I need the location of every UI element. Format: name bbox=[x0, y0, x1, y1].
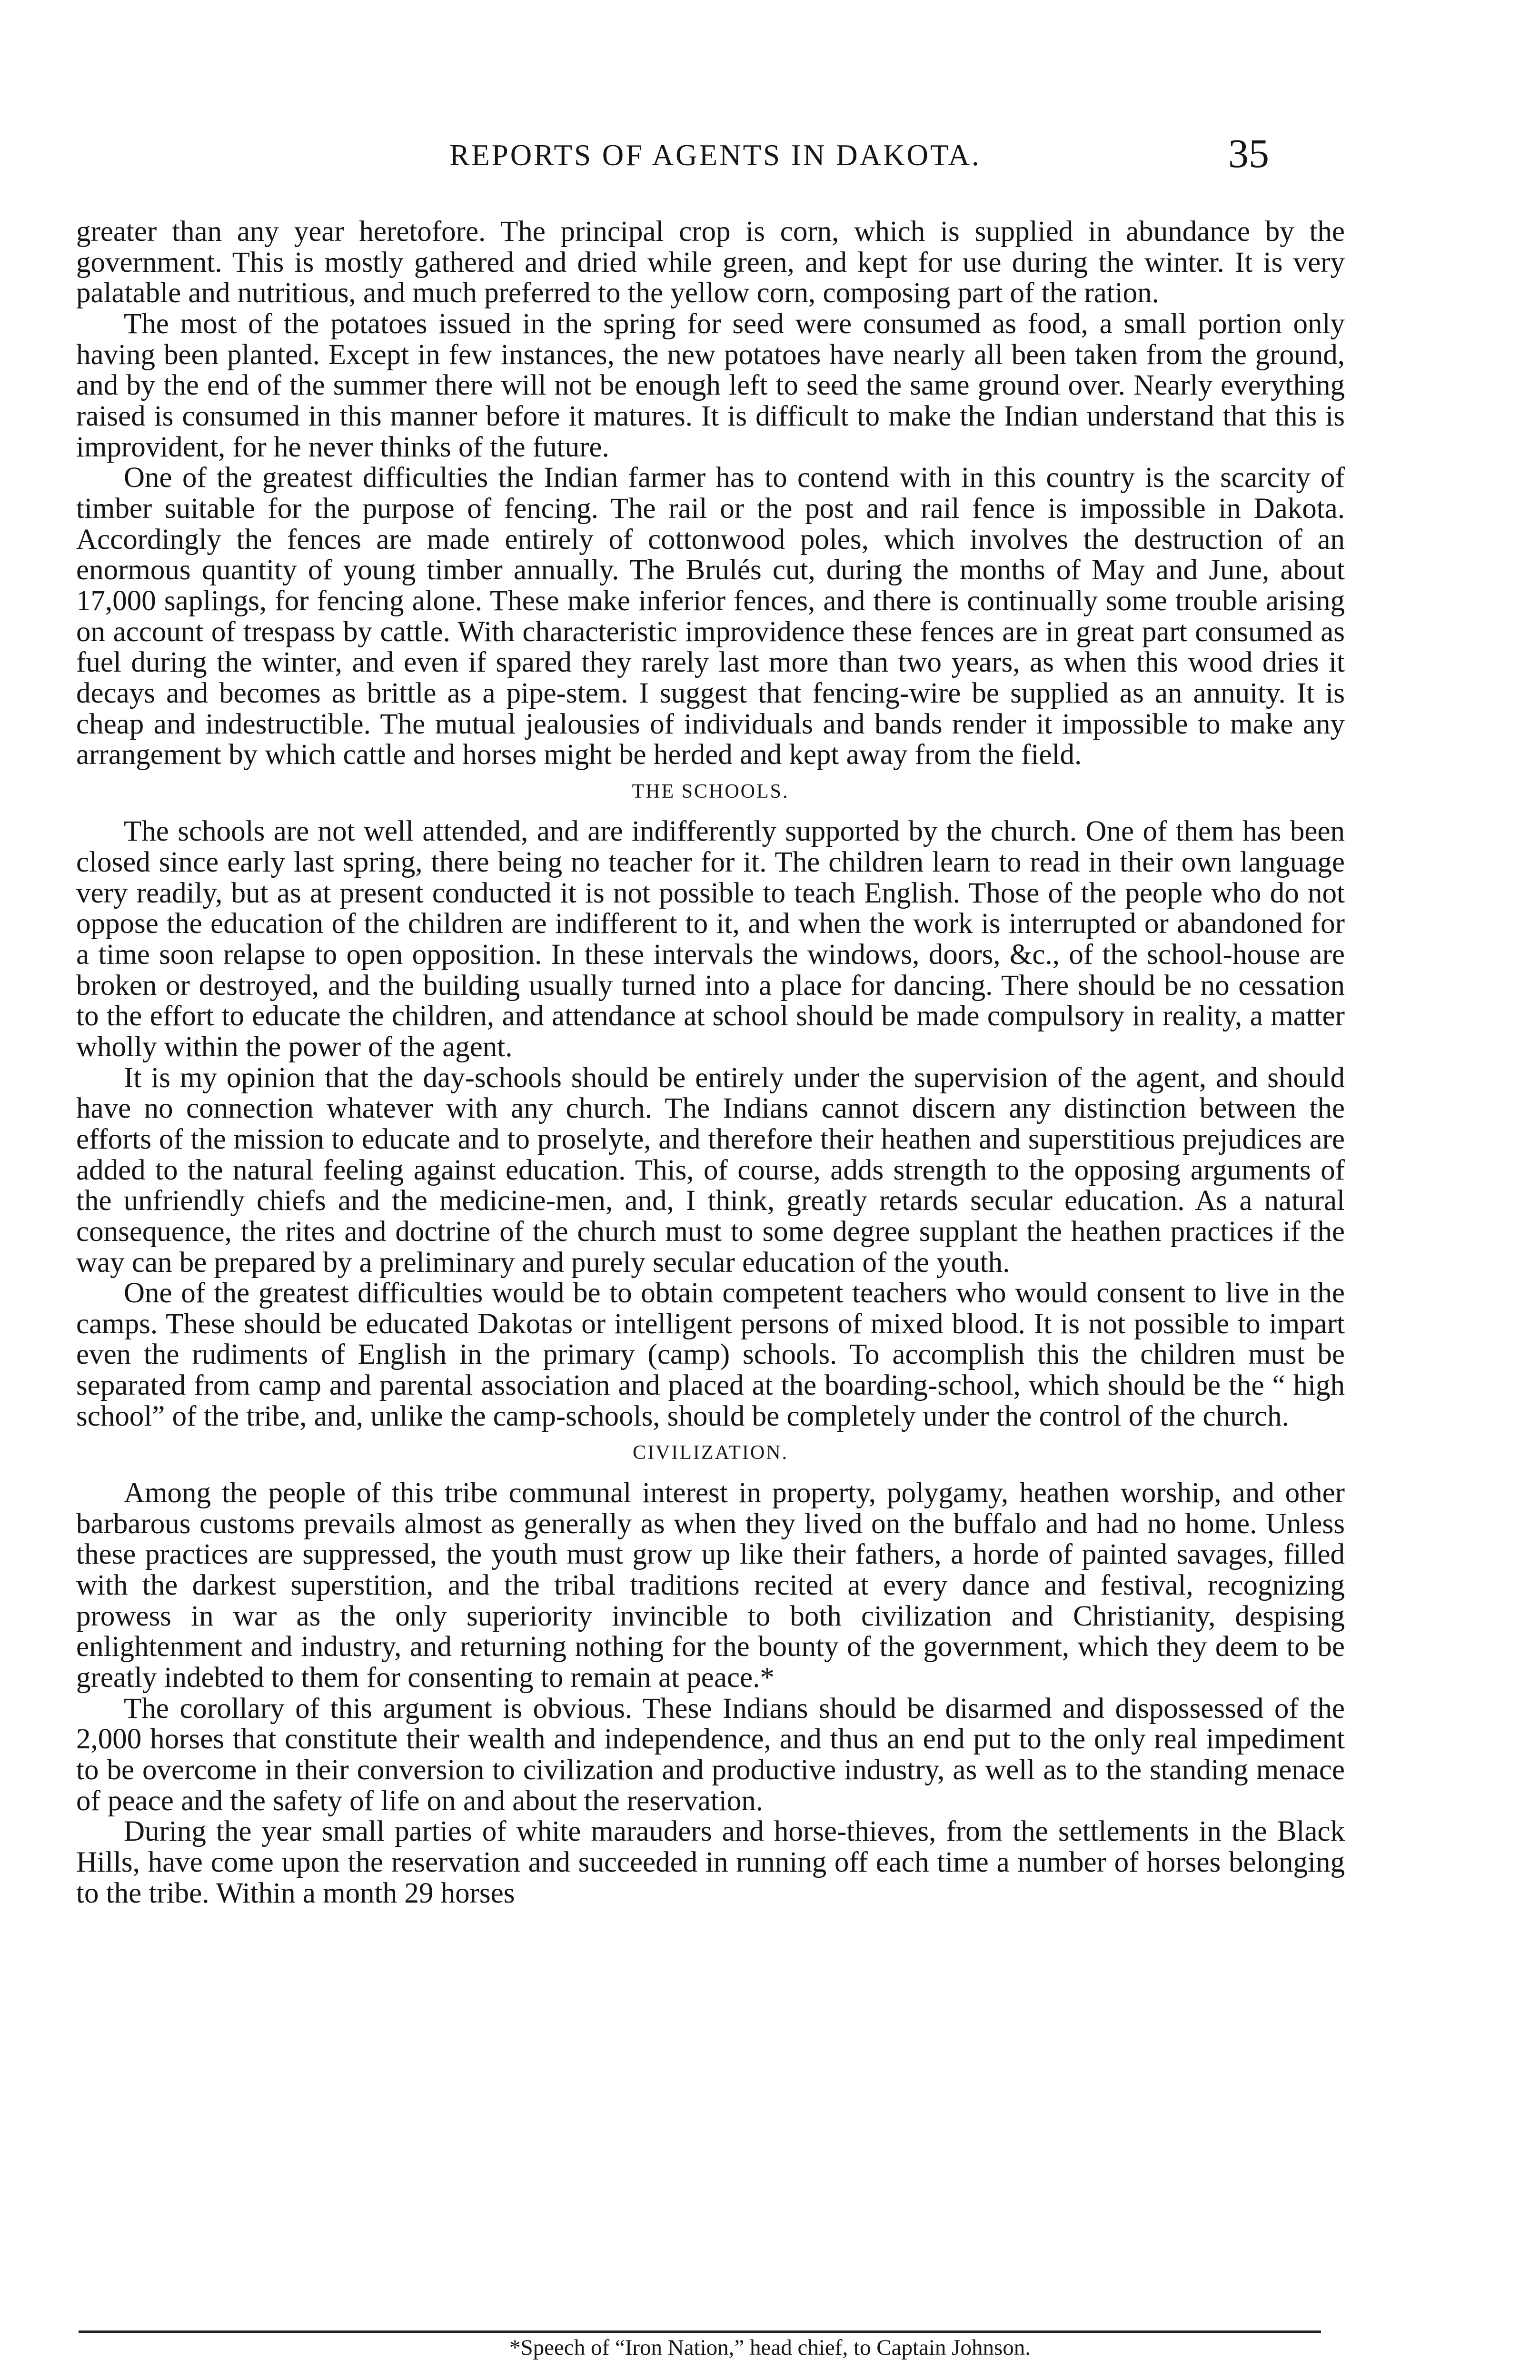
paragraph-civilization-marauders: During the year small parties of white marauders and horse-thieves, from the settlements in the Black Hills, have come upon the reservation and succeeded in running off each time a number of horses belonging to the tribe. Within a month 29 horses bbox=[76, 1815, 1345, 1909]
paragraph-civilization-customs: Among the people of this tribe communal interest in property, polygamy, heathen worship, and other barbarous customs prevails almost as generally as when they lived on the buffalo and had no home. Unless these practices are suppressed, the youth must grow up like their fathers, a horde of painted savages, filled with the darkest superstition, and the tribal traditions recited at every dance and festival, recognizing prowess in war as the only superiority invincible to both civilization and Christianity, despising enlightenment and industry, and returning nothing for the bounty of the government, which they deem to be greatly indebted to them for consenting to remain at peace.* bbox=[76, 1477, 1345, 1694]
body-text bbox=[76, 217, 1345, 1909]
section-heading-civilization: CIVILIZATION. bbox=[632, 1442, 789, 1464]
running-title: REPORTS OF AGENTS IN DAKOTA. bbox=[449, 139, 981, 172]
paragraph-potatoes: The most of the potatoes issued in the spring for seed were consumed as food, a small portion only having been planted. Except in few instances, the new potatoes have nearly all been taken from the ground, and by the end of the summer there will not be enough left to seed the same ground over. Nearly everything raised is consumed in this manner before it matures. It is difficult to make the Indian understand that this is improvident, for he never thinks of the future. bbox=[76, 307, 1345, 463]
page-header bbox=[76, 138, 1354, 173]
footnote: *Speech of “Iron Nation,” head chief, to Captain Johnson. bbox=[509, 2335, 1031, 2360]
paragraph-civilization-disarm: The corollary of this argument is obvious. These Indians should be disarmed and dispossessed of the 2,000 horses that constitute their wealth and independence, and thus an end put to the only real impediment to be overcome in their conversion to civilization and productive industry, as well as to the standing menace of peace and the safety of life on and about the reservation. bbox=[76, 1692, 1345, 1817]
paragraph-schools-attendance: The schools are not well attended, and are indifferently supported by the church. One of them has been closed since early last spring, there being no teacher for it. The children learn to read in their own language very readily, but as at present conducted it is not possible to teach English. Those of the people who do not oppose the education of the children are indifferent to it, and when the work is interrupted or abandoned for a time soon relapse to open opposition. In these intervals the windows, doors, &c., of the school-house are broken or destroyed, and the building usually turned into a place for dancing. There should be no cessation to the effort to educate the children, and attendance at school should be made compulsory in reality, a matter wholly within the power of the agent. bbox=[76, 815, 1345, 1063]
page-number: 35 bbox=[1228, 130, 1269, 176]
section-heading-schools: THE SCHOOLS. bbox=[632, 780, 789, 803]
paragraph-fencing: One of the greatest difficulties the Indian farmer has to contend with in this country is the scarcity of timber suitable for the purpose of fencing. The rail or the post and rail fence is impossible in Dakota. Accordingly the fences are made entirely of cottonwood poles, which involves the destruction of an enormous quantity of young timber annually. The Brulés cut, during the months of May and June, about 17,000 saplings, for fencing alone. These make inferior fences, and there is continually some trouble arising on account of trespass by cattle. With characteristic improvidence these fences are in great part consumed as fuel during the winter, and even if spared they rarely last more than two years, as when this wood dries it decays and becomes as brittle as a pipe-stem. I suggest that fencing-wire be supplied as an annuity. It is cheap and indestructible. The mutual jealousies of individuals and bands render it impossible to make any arrangement by which cattle and horses might be herded and kept away from the field. bbox=[76, 462, 1345, 771]
paragraph-corn: greater than any year heretofore. The principal crop is corn, which is supplied in abundance by the government. This is mostly gathered and dried while green, and kept for use during the winter. It is very palatable and nutritious, and much preferred to the yellow corn, composing part of the ration. bbox=[76, 216, 1345, 309]
paragraph-schools-teachers: One of the greatest difficulties would be to obtain competent teachers who would consent to live in the camps. These should be educated Dakotas or intelligent persons of mixed blood. It is not possible to impart even the rudiments of English in the primary (camp) schools. To accomplish this the children must be separated from camp and parental association and placed at the boarding-school, which should be the “ high school” of the tribe, and, unlike the camp-schools, should be completely under the control of the church. bbox=[76, 1277, 1345, 1432]
footnote-divider bbox=[79, 2330, 1321, 2333]
paragraph-schools-supervision: It is my opinion that the day-schools should be entirely under the supervision of the agent, and should have no connection whatever with any church. The Indians cannot discern any distinction between the efforts of the mission to educate and to proselyte, and therefore their heathen and superstitious prejudices are added to the natural feeling against education. This, of course, adds strength to the opposing arguments of the unfriendly chiefs and the medicine-men, and, I think, greatly retards secular education. As a natural consequence, the rites and doctrine of the church must to some degree supplant the heathen practices if the way can be prepared by a preliminary and purely secular education of the youth. bbox=[76, 1061, 1345, 1279]
